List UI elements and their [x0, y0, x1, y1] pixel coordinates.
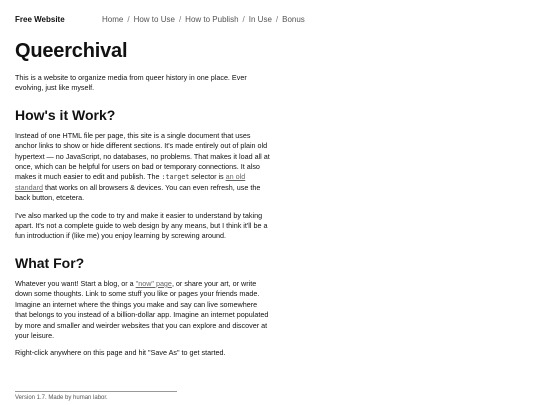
main-content	[15, 38, 270, 366]
top-bar	[15, 14, 525, 28]
nav-separator: /	[242, 15, 245, 24]
main-nav	[102, 14, 305, 26]
what-for-paragraph	[15, 279, 270, 341]
what-text-part: Whatever you want! Start a blog, or a	[15, 278, 136, 288]
how-it-works-heading: How's it Work?	[15, 106, 116, 123]
what-for-heading: What For?	[15, 254, 85, 271]
page-title: Queerchival	[15, 40, 128, 62]
site-name-link[interactable]: Free Website	[15, 15, 65, 24]
what-text-part: , or share your art, or write down some thoughts. Link to some stuff you like or pages your friends made. Imagine an internet where the things you make and say can live somewhere that belongs to you instead of a billion-dollar app. Imagine an internet populated by more and smaller and weirder websites that you can explore and discover at your leisure.	[15, 278, 269, 340]
nav-separator: /	[275, 15, 279, 24]
nav-link-bonus[interactable]: Bonus	[282, 15, 305, 24]
nav-separator: /	[178, 15, 182, 24]
how-text-part: that works on all browsers & devices. You can even refresh, use the back button, etcetera.	[15, 182, 261, 203]
nav-separator: /	[127, 15, 130, 24]
nav-link-how-to-use[interactable]: How to Use	[133, 15, 175, 24]
intro-paragraph: This is a website to organize media from queer history in one place. Ever evolving, just like myself.	[15, 73, 247, 93]
how-text-part: selector is	[189, 172, 226, 182]
page-footer	[15, 391, 177, 402]
target-selector-code: :target	[161, 173, 190, 182]
now-page-link[interactable]: "now" page	[135, 278, 172, 288]
old-standard-link[interactable]: an old standard	[15, 172, 246, 192]
how-it-works-paragraph	[15, 131, 270, 204]
nav-link-how-to-publish[interactable]: How to Publish	[185, 15, 239, 24]
footer-text: Version 1.7. Made by human labor.	[15, 395, 108, 401]
how-text-part: Instead of one HTML file per page, this site is a single document that uses anchor links to show or hide different sections. It's made entirely out of plain old hypertext — no JavaScript, no databases, no problems. That makes it load all at once, which can be helpful for users on bad or temporary connections. It also makes it much easier to edit and publish. The	[15, 130, 270, 182]
markup-paragraph: I've also marked up the code to try and make it easier to understand by taking apart. It's not a complete guide to web design by any means, but I think it'll be a fun introduction if (like me) you enjoy learning by screwing around.	[15, 210, 268, 241]
get-started-paragraph: Right-click anywhere on this page and hit "Save As" to get started.	[15, 348, 226, 358]
nav-link-in-use[interactable]: In Use	[248, 15, 272, 24]
nav-link-home[interactable]: Home	[102, 15, 124, 24]
